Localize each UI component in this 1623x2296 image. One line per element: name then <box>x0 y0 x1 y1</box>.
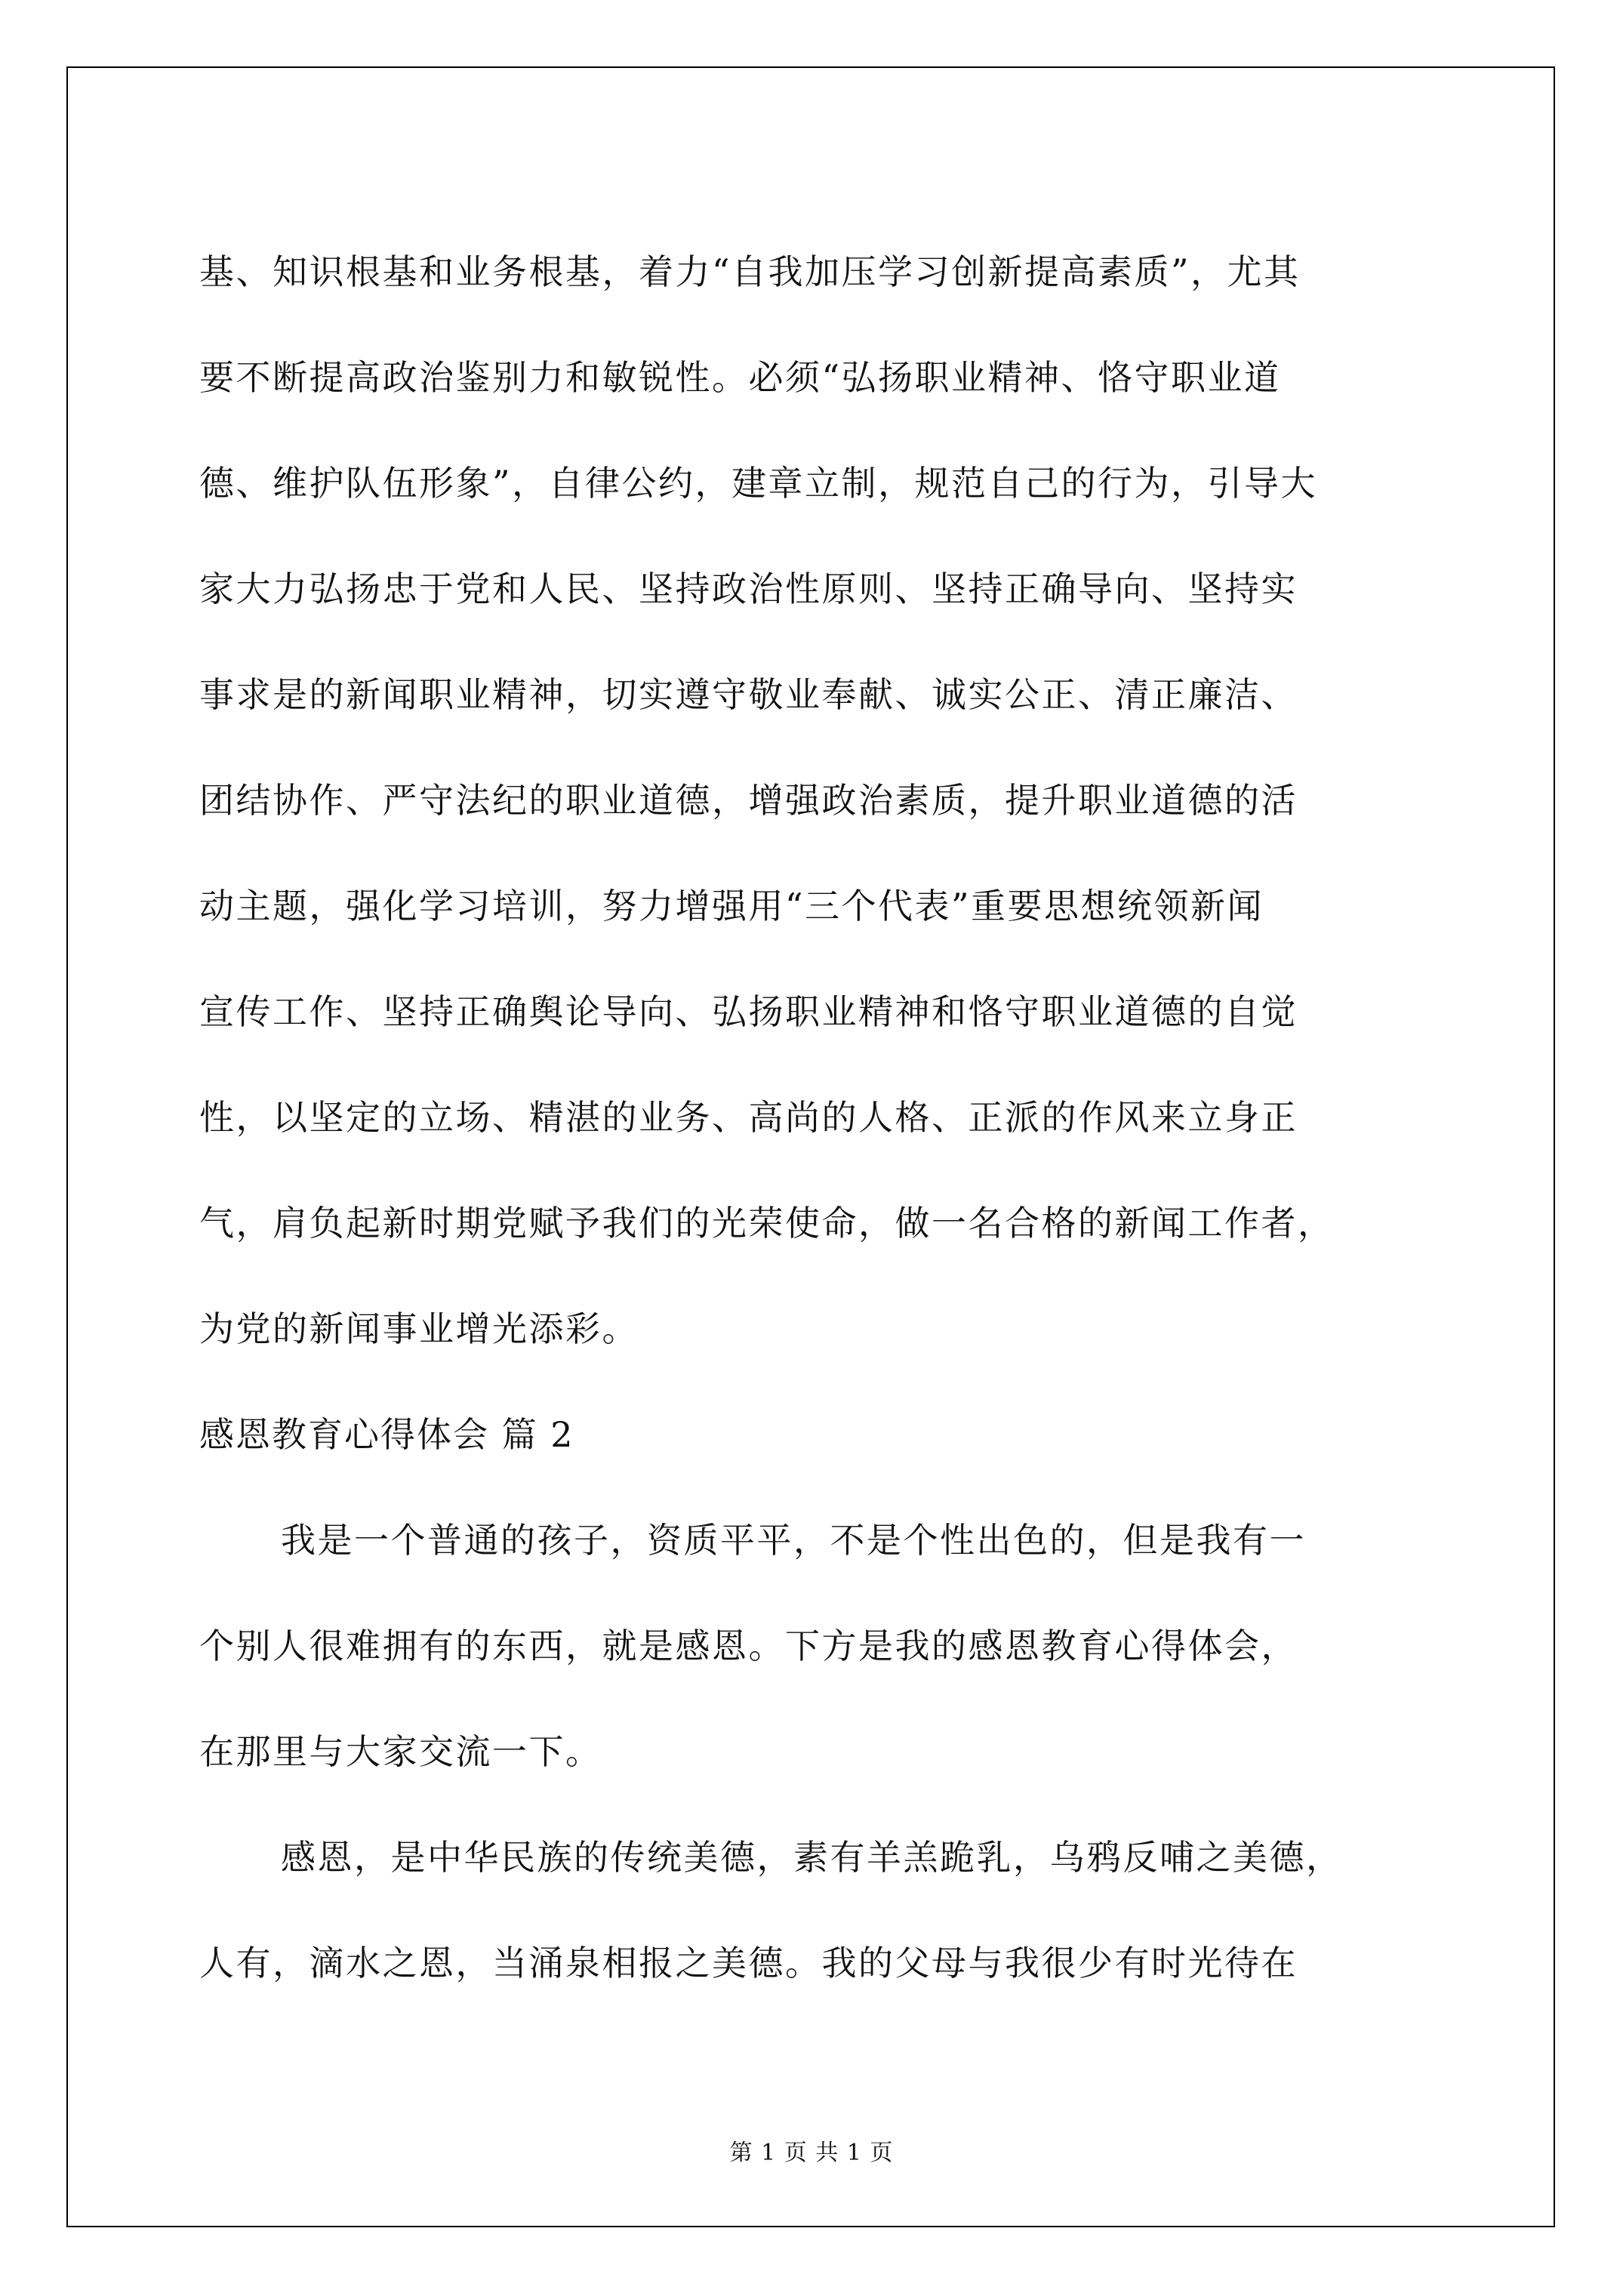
text-line: 要不断提高政治鉴别力和敏锐性。必须“弘扬职业精神、恪守职业道 <box>199 357 1281 398</box>
text-line: 性，以坚定的立场、精湛的业务、高尚的人格、正派的作风来立身正 <box>199 1097 1298 1138</box>
paragraph-line: 个别人很难拥有的东西，就是感恩。下方是我的感恩教育心得体会， <box>199 1626 1298 1666</box>
paragraph-line: 我是一个普通的孩子，资质平平，不是个性出色的，但是我有一 <box>281 1520 1306 1561</box>
document-body <box>199 219 1437 2016</box>
text-line: 气，肩负起新时期党赋予我们的光荣使命，做一名合格的新闻工作者， <box>199 1203 1335 1244</box>
paragraph-line: 在那里与大家交流一下。 <box>199 1731 602 1772</box>
text-line: 德、维护队伍形象”，自律公约，建章立制，规范自己的行为，引导大 <box>199 463 1318 504</box>
paragraph-line: 感恩，是中华民族的传统美德，素有羊羔跪乳，乌鸦反哺之美德， <box>281 1837 1343 1878</box>
paragraph-line: 人有，滴水之恩，当涌泉相报之美德。我的父母与我很少有时光待在 <box>199 1943 1298 1983</box>
section-heading: 感恩教育心得体会 篇 2 <box>199 1414 574 1455</box>
text-line: 动主题，强化学习培训，努力增强用“三个代表”重要思想统领新闻 <box>199 886 1264 926</box>
text-line: 宣传工作、坚持正确舆论导向、弘扬职业精神和恪守职业道德的自觉 <box>199 991 1298 1032</box>
text-line: 事求是的新闻职业精神，切实遵守敬业奉献、诚实公正、清正廉洁、 <box>199 674 1298 715</box>
page-footer: 第 1 页 共 1 页 <box>729 2140 894 2166</box>
text-line: 家大力弘扬忠于党和人民、坚持政治性原则、坚持正确导向、坚持实 <box>199 569 1298 609</box>
text-line: 为党的新闻事业增光添彩。 <box>199 1308 639 1349</box>
text-line: 基、知识根基和业务根基，着力“自我加压学习创新提高素质”，尤其 <box>199 251 1301 292</box>
text-line: 团结协作、严守法纪的职业道德，增强政治素质，提升职业道德的活 <box>199 780 1298 821</box>
